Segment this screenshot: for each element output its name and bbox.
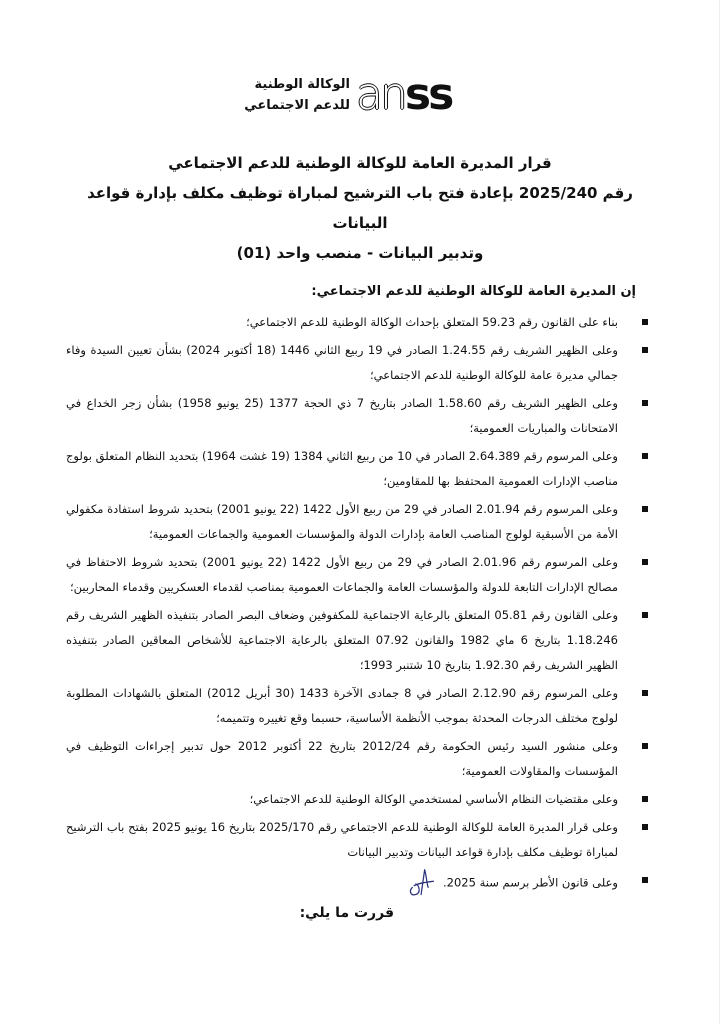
- bullet-icon: [642, 400, 648, 406]
- title-line-2: رقم 2025/240 بإعادة فتح باب الترشيح لمباراة توظيف مكلف بإدارة قواعد البيانات: [87, 184, 633, 232]
- recital-item: [66, 603, 654, 678]
- recital-text: وعلى القانون رقم 05.81 المتعلق بالرعاية الاجتماعية للمكفوفين وضعاف البصر الصادر بتنفيذه الظهير الشريف رقم 1.18.246 بتاريخ 6 ماي 1982 والقانون 07.92 المتعلق بالرعاية الاجتماعية للأشخاص المعاقين الصادر بتنفيذه الظهير الشريف رقم 1.92.30 بتاريخ 10 شتنبر 1993؛: [66, 608, 618, 672]
- title-line-3: وتدبير البيانات - منصب واحد (01): [236, 244, 484, 262]
- bullet-icon: [642, 612, 648, 618]
- logo-text-line2: للدعم الاجتماعي: [244, 98, 350, 113]
- recital-item: [66, 444, 654, 494]
- recital-item: [66, 550, 654, 600]
- recital-text: وعلى قانون الأطر برسم سنة 2025.: [443, 875, 618, 890]
- logo-agency-name: [244, 74, 350, 116]
- recital-text: وعلى المرسوم رقم 2.01.96 الصادر في 29 من ربيع الأول 1422 (22 يونيو 2001) بتحديد شروط الاحتفاظ في مصالح الإدارات التابعة للدولة والمؤسسات العامة والجماعات العمومية بمناصب لقدماء العسكريين وقدماء المحاربين؛: [66, 555, 618, 594]
- recital-item: [66, 338, 654, 388]
- recital-text: وعلى مقتضيات النظام الأساسي لمستخدمي الوكالة الوطنية للدعم الاجتماعي؛: [249, 792, 618, 806]
- bullet-icon: [642, 319, 648, 325]
- bullet-icon: [642, 824, 648, 830]
- anss-logo: [244, 69, 468, 122]
- title-line-1: قرار المديرة العامة للوكالة الوطنية للدعم الاجتماعي: [168, 154, 552, 172]
- recital-text: وعلى المرسوم رقم 2.64.389 الصادر في 10 من ربيع الثاني 1384 (19 غشت 1964) بتحديد النظام المتعلق بولوج مناصب الإدارات العمومية المحتفظ بها للمقاومين؛: [66, 449, 618, 488]
- logo-letter: n: [379, 69, 405, 120]
- recital-item: [66, 868, 654, 898]
- handwritten-signature-icon: [407, 868, 437, 898]
- decision-title: [66, 148, 654, 268]
- bullet-icon: [642, 453, 648, 459]
- recitals-list: [66, 310, 654, 898]
- recital-text: بناء على القانون رقم 59.23 المتعلق بإحداث الوكالة الوطنية للدعم الاجتماعي؛: [246, 315, 618, 329]
- recital-item: [66, 734, 654, 784]
- bullet-icon: [642, 690, 648, 696]
- bullet-icon: [642, 796, 648, 802]
- recital-item: [66, 497, 654, 547]
- recital-text: وعلى المرسوم رقم 2.12.90 الصادر في 8 جمادى الآخرة 1433 (30 أبريل 2012) المتعلق بالشهادات المطلوبة لولوج مختلف الدرجات المحدثة بموجب الأنظمة الأساسية، حسبما وقع تغييره وتتميمه؛: [66, 686, 618, 725]
- recital-text: وعلى الظهير الشريف رقم 1.58.60 الصادر بتاريخ 7 ذي الحجة 1377 (25 يونيو 1958) بشأن زجر الخداع في الامتحانات والمباريات العمومية؛: [66, 396, 618, 435]
- recital-item: [66, 391, 654, 441]
- page-edge: [719, 0, 720, 1024]
- intro-statement: إن المديرة العامة للوكالة الوطنية للدعم الاجتماعي:: [311, 284, 636, 299]
- recital-item: [66, 787, 654, 812]
- bullet-icon: [642, 347, 648, 353]
- bullet-icon: [642, 877, 648, 883]
- bullet-icon: [642, 506, 648, 512]
- logo-letter: a: [356, 69, 380, 120]
- recital-text: وعلى منشور السيد رئيس الحكومة رقم 2012/24 بتاريخ 22 أكتوبر 2012 حول تدبير إجراءات التوظيف في المؤسسات والمقاولات العمومية؛: [66, 739, 618, 778]
- bullet-icon: [642, 743, 648, 749]
- logo-text-line1: الوكالة الوطنية: [254, 77, 350, 92]
- logo-mark: [356, 70, 451, 120]
- recital-item: [66, 815, 654, 865]
- recital-item: [66, 310, 654, 335]
- logo-letter: s: [404, 69, 429, 120]
- bullet-icon: [642, 559, 648, 565]
- recital-text: وعلى المرسوم رقم 2.01.94 الصادر في 29 من ربيع الأول 1422 (22 يونيو 2001) بتحديد شروط استفادة مكفولي الأمة من الأسبقية لولوج المناصب العامة بإدارات الدولة والمؤسسات العمومية والجماعات العمومية؛: [66, 502, 619, 541]
- decision-heading: قررت ما يلي:: [299, 905, 394, 921]
- logo-letter: s: [428, 69, 452, 120]
- recital-text: وعلى قرار المديرة العامة للوكالة الوطنية للدعم الاجتماعي رقم 2025/170 بتاريخ 16 يونيو 2025 بفتح باب الترشيح لمباراة توظيف مكلف بإدارة قواعد البيانات وتدبير البيانات: [66, 820, 618, 859]
- recital-text: وعلى الظهير الشريف رقم 1.24.55 الصادر في 19 ربيع الثاني 1446 (18 أكتوبر 2024) بشأن تعيين السيدة وفاء جمالي مديرة عامة للوكالة الوطنية للدعم الاجتماعي؛: [66, 343, 618, 382]
- recital-item: [66, 681, 654, 731]
